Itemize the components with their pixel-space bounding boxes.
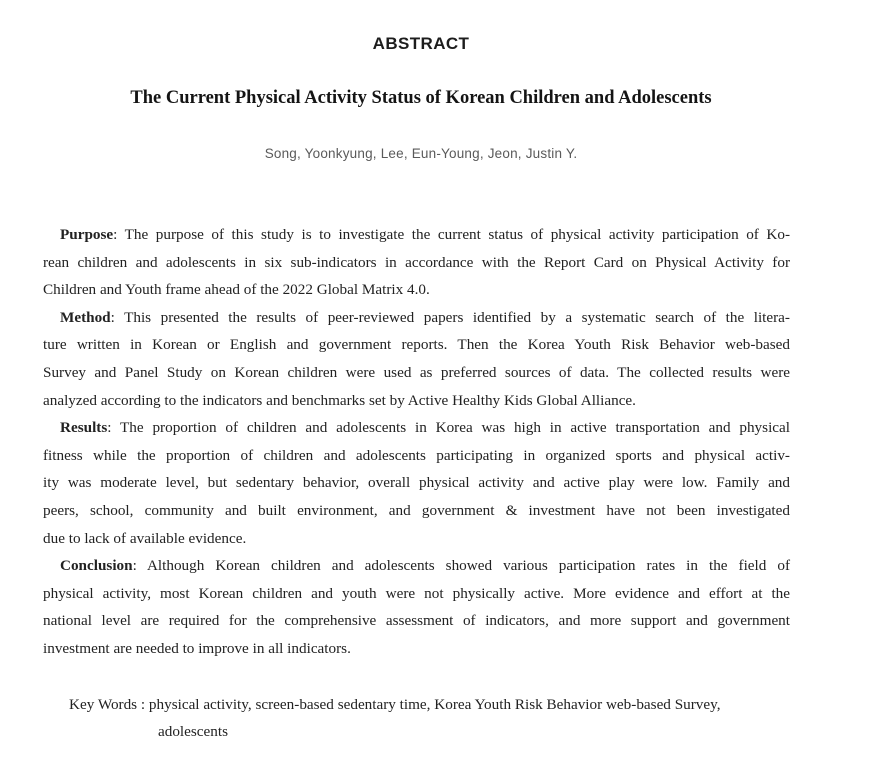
paper-title: The Current Physical Activity Status of Korean Children and Adolescents <box>130 88 712 108</box>
keywords-line: Key Words : physical activity, screen-based sedentary time, Korea Youth Risk Behavior web-based Survey, <box>69 695 721 713</box>
paragraph-line: Children and Youth frame ahead of the 2022 Global Matrix 4.0. <box>43 281 430 299</box>
paragraph-line: Conclusion: Although Korean children and adolescents showed various participation rates in the field of <box>60 557 790 575</box>
paragraph-line: peers, school, community and built environment, and government & investment have not been investigated <box>43 501 790 519</box>
paragraph-line: Results: The proportion of children and adolescents in Korea was high in active transportation and physical <box>60 419 790 437</box>
paragraph-line: fitness while the proportion of children and adolescents participating in organized sports and physical activ- <box>43 446 790 464</box>
abstract-paragraph <box>43 552 790 662</box>
paragraph-line: Purpose: The purpose of this study is to investigate the current status of physical activity participation of Ko- <box>60 226 790 243</box>
authors-line: Song, Yoonkyung, Lee, Eun-Young, Jeon, Justin Y. <box>264 146 578 161</box>
paragraph-line: national level are required for the comprehensive assessment of indicators, and more support and government <box>43 612 790 630</box>
paragraph-line: rean children and adolescents in six sub-indicators in accordance with the Report Card on Physical Activity for <box>43 253 790 271</box>
paragraph-line: ity was moderate level, but sedentary behavior, overall physical activity and active play were low. Family and <box>43 474 790 492</box>
paragraph-line: investment are needed to improve in all indicators. <box>43 639 351 657</box>
abstract-paragraph <box>43 221 790 304</box>
section-heading: ABSTRACT <box>372 34 470 53</box>
abstract-body <box>43 221 790 746</box>
paragraph-label: Purpose <box>60 226 114 243</box>
paragraph-line: physical activity, most Korean children and youth were not physically active. More evidence and effort at the <box>43 584 790 602</box>
paragraph-label: Results <box>60 419 108 437</box>
paragraph-line: due to lack of available evidence. <box>43 529 247 547</box>
abstract-paragraph <box>43 414 790 552</box>
paragraph-label: Conclusion <box>60 557 133 575</box>
paragraph-line: analyzed according to the indicators and benchmarks set by Active Healthy Kids Global Alliance. <box>43 391 636 409</box>
keywords-line: adolescents <box>158 723 229 741</box>
paragraph-line: ture written in Korean or English and government reports. Then the Korea Youth Risk Behavior web-based <box>43 336 790 354</box>
paragraph-line: Survey and Panel Study on Korean children were used as preferred sources of data. The collected results were <box>43 363 790 381</box>
abstract-paragraph <box>43 304 790 414</box>
paragraph-label: Method <box>60 308 111 326</box>
paragraph-line: Method: This presented the results of peer-reviewed papers identified by a systematic search of the litera- <box>60 308 790 326</box>
keywords-block <box>43 691 790 746</box>
